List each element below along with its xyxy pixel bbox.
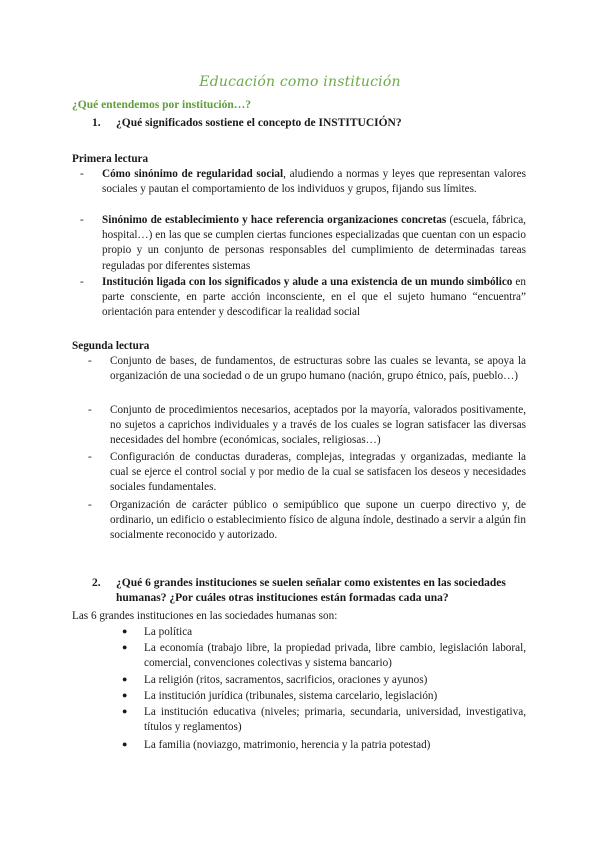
- primera-item-1-text: , aludiendo a normas y leyes que representan valores sociales y pautan el comportamiento de los individuos y grupos, fijando sus límites.: [102, 168, 526, 196]
- bullet-marker: ●: [122, 706, 128, 716]
- segunda-item-1: [88, 354, 526, 384]
- institucion-item-5-text: La institución educativa (niveles; primaria, secundaria, universidad, investigativa, títulos y reglamentos): [144, 706, 526, 734]
- institucion-item-5: [122, 705, 526, 735]
- segunda-item-2: [88, 403, 526, 449]
- primera-item-3: [80, 275, 526, 321]
- dash-marker: -: [80, 214, 84, 226]
- institucion-item-2: [122, 641, 526, 671]
- bullet-marker: ●: [122, 642, 128, 652]
- primera-item-2-text: (escuela, fábrica, hospital…) en las que se cumplen ciertas funciones especializadas que cuentan con un espacio propio y un conjunto de personas responsables del cumplimiento de determinadas tareas reguladas por diferentes sistemas: [102, 214, 526, 272]
- bullet-marker: ●: [122, 626, 128, 636]
- institucion-item-3: [122, 673, 526, 688]
- institucion-item-6: [122, 738, 526, 753]
- institucion-item-4-text: La institución jurídica (tribunales, sistema carcelario, legislación): [144, 690, 438, 702]
- primera-item-2: [80, 213, 526, 274]
- segunda-item-1-text: Conjunto de bases, de fundamentos, de estructuras sobre las cuales se levanta, se apoya la organización de una sociedad o de un grupo humano (nación, grupo étnico, país, pueblo…): [110, 355, 526, 383]
- institucion-item-1: [122, 625, 526, 640]
- primera-item-3-bold: Institución ligada con los significados y alude a una existencia de un mundo simbólico: [102, 276, 513, 288]
- dash-marker: -: [80, 276, 84, 288]
- bullet-marker: ●: [122, 690, 128, 700]
- primera-item-1: [80, 167, 526, 197]
- dash-marker: -: [88, 355, 92, 367]
- question-2-number: 2.: [92, 577, 101, 589]
- page-title: Educación como institución: [199, 74, 401, 90]
- segunda-item-3-text: Configuración de conductas duraderas, complejas, integradas y organizadas, mediante la cual se ejerce el control social y por medio de la cual se satisfacen los deseos y necesidades sociales fundamentales.: [110, 451, 526, 494]
- primera-item-1-bold: Cómo sinónimo de regularidad social: [102, 168, 284, 180]
- question-1-number: 1.: [92, 117, 101, 129]
- segunda-item-4: [88, 498, 526, 544]
- segunda-lectura-heading: Segunda lectura: [72, 340, 150, 352]
- bullet-marker: ●: [122, 739, 128, 749]
- section-heading: ¿Qué entendemos por institución…?: [72, 99, 252, 111]
- segunda-item-4-text: Organización de carácter público o semipúblico que supone un cuerpo directivo y, de ordinario, un edificio o establecimiento físico de alguna índole, destinado a servir a algún fin socialmente reconocido y autorizado.: [110, 499, 526, 542]
- primera-item-3-text: en parte consciente, en parte acción inconsciente, en el que el sujeto humano “encuentra” orientación para entender y descodificar la realidad social: [102, 276, 526, 319]
- dash-marker: -: [88, 404, 92, 416]
- dash-marker: -: [88, 499, 92, 511]
- institucion-item-3-text: La religión (ritos, sacramentos, sacrificios, oraciones y ayunos): [144, 674, 428, 686]
- primera-lectura-heading: Primera lectura: [72, 153, 149, 165]
- bullet-marker: ●: [122, 674, 128, 684]
- question-2-text: ¿Qué 6 grandes instituciones se suelen señalar como existentes en las sociedades humanas? ¿Por cuáles otras instituciones están formadas cada una?: [116, 577, 506, 605]
- segunda-item-3: [88, 450, 526, 496]
- question-2: [92, 576, 528, 606]
- institucion-item-4: [122, 689, 526, 704]
- dash-marker: -: [88, 451, 92, 463]
- dash-marker: -: [80, 168, 84, 180]
- primera-item-2-bold: Sinónimo de establecimiento y hace referencia organizaciones concretas: [102, 214, 447, 226]
- institucion-item-6-text: La familia (noviazgo, matrimonio, herencia y la patria potestad): [144, 739, 431, 751]
- question-1: [92, 116, 402, 131]
- question-1-text: ¿Qué significados sostiene el concepto de INSTITUCIÓN?: [116, 117, 402, 129]
- segunda-item-2-text: Conjunto de procedimientos necesarios, aceptados por la mayoría, valorados positivamente, no sujetos a caprichos individuales y a través de los cuales se logran satisfacer las diversas necesidades del hombre (económicas, sociales, religiosas…): [110, 404, 526, 447]
- institucion-item-2-text: La economía (trabajo libre, la propiedad privada, libre cambio, legislación laboral, comercial, convenciones colectivas y sistema bancario): [144, 642, 526, 670]
- instituciones-intro: Las 6 grandes instituciones en las sociedades humanas son:: [72, 610, 338, 622]
- institucion-item-1-text: La política: [144, 626, 193, 638]
